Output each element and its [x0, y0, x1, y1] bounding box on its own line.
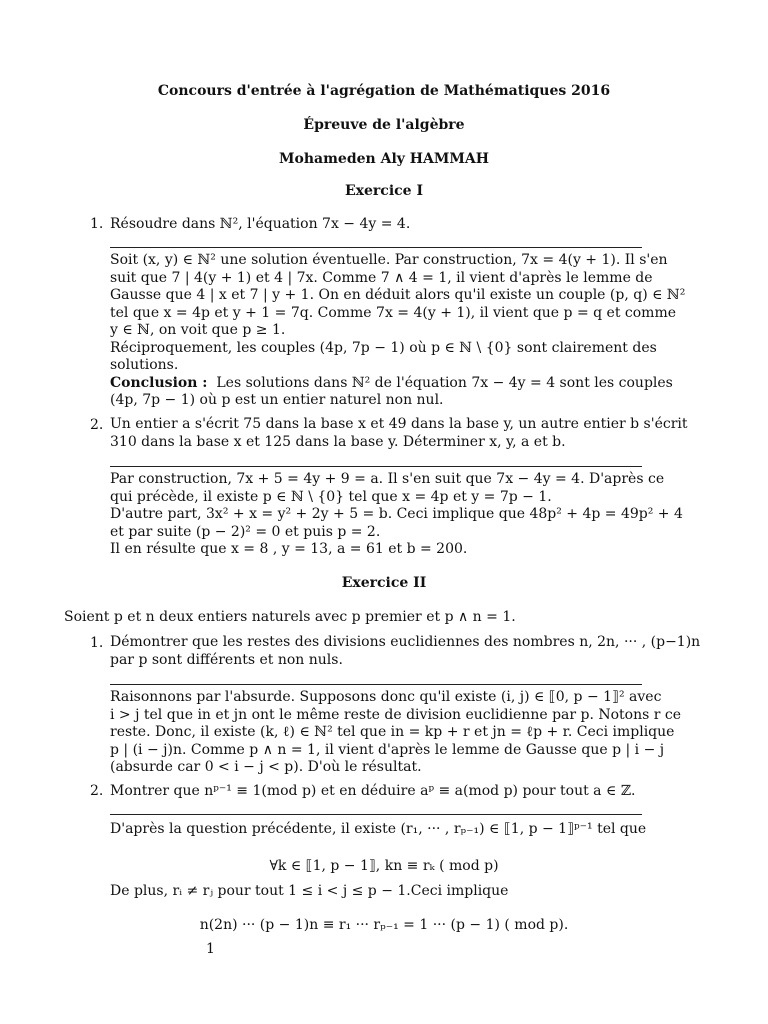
answer-line: qui précède, il existe p ∈ ℕ \ {0} tel que x = 4p et y = 7p − 1.: [110, 488, 552, 505]
conclusion-label: Conclusion :: [110, 374, 208, 391]
answer-line: p | (i − j)n. Comme p ∧ n = 1, il vient d'après le lemme de Gausse que p | i − j: [110, 741, 665, 758]
exercise-intro: Soient p et n deux entiers naturels avec p premier et p ∧ n = 1.: [64, 609, 516, 625]
conclusion-line: [110, 374, 673, 393]
question-text: [110, 416, 688, 451]
question-line: par p sont différents et non nuls.: [110, 651, 343, 668]
answer-line: Gausse que 4 | x et 7 | y + 1. On en déduit alors qu'il existe un couple (p, q) ∈ ℕ²: [110, 287, 686, 303]
answer-line: Il en résulte que x = 8 , y = 13, a = 61 et b = 200.: [110, 541, 468, 557]
display-equation: n(2n) ··· (p − 1)n ≡ r₁ ··· rₚ₋₁ = 1 ··· (p − 1) ( mod p).: [199, 917, 569, 933]
answer-line: D'après la question précédente, il existe (r₁, ··· , rₚ₋₁) ∈ ⟦1, p − 1⟧ᵖ⁻¹ tel que: [110, 821, 647, 837]
answer-line: (absurde car 0 < i − j < p). D'où le résultat.: [110, 759, 422, 775]
exercise-2-heading: Exercice II: [341, 575, 427, 591]
answer-line: Raisonnons par l'absurde. Supposons donc qu'il existe (i, j) ∈ ⟦0, p − 1⟧² avec: [110, 689, 662, 705]
answer-line: y ∈ ℕ, on voit que p ≥ 1.: [110, 322, 286, 338]
question-number: 1.: [90, 635, 104, 651]
answer-block: [110, 252, 686, 410]
question-text: [110, 634, 701, 669]
answer-line: et par suite (p − 2)² = 0 et puis p = 2.: [110, 523, 381, 540]
question-text: Montrer que nᵖ⁻¹ ≡ 1(mod p) et en déduire aᵖ ≡ a(mod p) pour tout a ∈ ℤ.: [110, 783, 636, 799]
answer-line: De plus, rᵢ ≠ rⱼ pour tout 1 ≤ i < j ≤ p − 1.Ceci implique: [110, 883, 509, 899]
page-number: 1: [206, 941, 215, 957]
answer-line: i > j tel que in et jn ont le même reste de division euclidienne par p. Notons r ce: [110, 706, 682, 723]
answer-line: reste. Donc, il existe (k, ℓ) ∈ ℕ² tel que in = kp + r et jn = ℓp + r. Ceci implique: [110, 724, 675, 740]
question-text: Résoudre dans ℕ², l'équation 7x − 4y = 4.: [110, 216, 411, 232]
question-line: 310 dans la base x et 125 dans la base y. Déterminer x, y, a et b.: [110, 433, 566, 450]
answer-line: solutions.: [110, 357, 179, 373]
exercise-1-heading: Exercice I: [345, 183, 423, 199]
answer-block: [110, 689, 682, 777]
question-line: Démontrer que les restes des divisions euclidiennes des nombres n, 2n, ··· , (p−1)n: [110, 634, 701, 650]
answer-rule: [110, 814, 642, 815]
answer-rule: [110, 466, 642, 467]
conclusion-text: Les solutions dans ℕ² de l'équation 7x − 4y = 4 sont les couples: [216, 374, 673, 391]
answer-block: [110, 471, 683, 559]
answer-line: tel que x = 4p et y + 1 = 7q. Comme 7x = 4(y + 1), il vient que p = q et comme: [110, 304, 677, 321]
answer-rule: [110, 247, 642, 248]
answer-rule: [110, 684, 642, 685]
document-title: Concours d'entrée à l'agrégation de Mathématiques 2016: [157, 83, 611, 99]
answer-line: D'autre part, 3x² + x = y² + 2y + 5 = b. Ceci implique que 48p² + 4p = 49p² + 4: [110, 506, 683, 522]
question-number: 2.: [90, 783, 104, 799]
question-line: Un entier a s'écrit 75 dans la base x et 49 dans la base y, un autre entier b s'écrit: [110, 416, 688, 432]
author-name: Mohameden Aly HAMMAH: [279, 151, 489, 167]
answer-line: suit que 7 | 4(y + 1) et 4 | 7x. Comme 7 ∧ 4 = 1, il vient d'après le lemme de: [110, 269, 653, 286]
question-number: 2.: [90, 417, 104, 433]
question-number: 1.: [90, 216, 104, 232]
document-subtitle: Épreuve de l'algèbre: [303, 117, 465, 133]
display-equation: ∀k ∈ ⟦1, p − 1⟧, kn ≡ rₖ ( mod p): [269, 858, 499, 874]
answer-line: Par construction, 7x + 5 = 4y + 9 = a. Il s'en suit que 7x − 4y = 4. D'après ce: [110, 471, 665, 487]
conclusion-line-2: (4p, 7p − 1) où p est un entier naturel non nul.: [110, 392, 444, 408]
answer-line: Réciproquement, les couples (4p, 7p − 1) où p ∈ ℕ \ {0} sont clairement des: [110, 339, 657, 356]
answer-line: Soit (x, y) ∈ ℕ² une solution éventuelle. Par construction, 7x = 4(y + 1). Il s'en: [110, 252, 668, 268]
